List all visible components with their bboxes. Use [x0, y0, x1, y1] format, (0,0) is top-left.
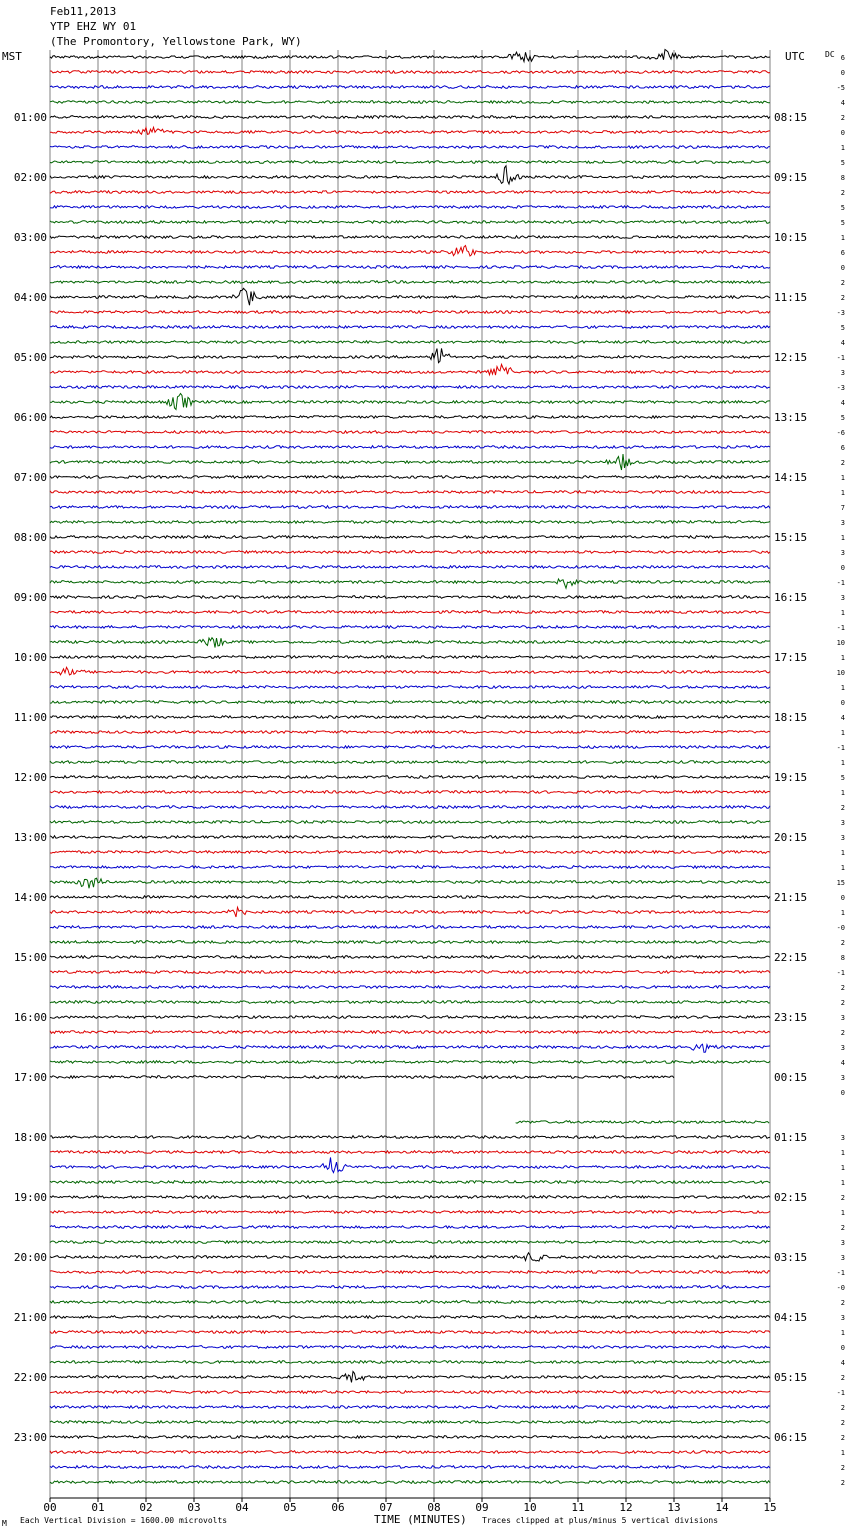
right-hour-label: 17:15 [774, 651, 808, 664]
right-hour-label: 02:15 [774, 1191, 808, 1204]
right-hour-label: 09:15 [774, 171, 808, 184]
right-hour-label: 22:15 [774, 951, 808, 964]
dc-offset-value: 1 [840, 654, 845, 662]
dc-offset-value: 8 [840, 174, 845, 182]
trace-row-50 [50, 806, 770, 809]
left-hour-label: 20:00 [13, 1251, 47, 1264]
trace-row-3 [50, 101, 770, 104]
dc-offset-value: 3 [840, 1314, 845, 1322]
dc-offset-value: -5 [836, 84, 845, 92]
x-tick-label: 08 [427, 1501, 441, 1514]
dc-offset-value: 4 [840, 714, 845, 722]
trace-row-79 [50, 1241, 770, 1244]
dc-offset-value: 1 [840, 144, 845, 152]
dc-offset-value: 3 [840, 1044, 845, 1052]
x-tick-label: 05 [283, 1501, 297, 1514]
trace-row-26 [50, 446, 770, 449]
dc-offset-value: 0 [840, 129, 845, 137]
trace-row-1 [50, 71, 770, 74]
right-hour-label: 18:15 [774, 711, 808, 724]
trace-row-5 [50, 127, 770, 134]
trace-row-19 [50, 341, 770, 344]
left-hour-label: 02:00 [13, 171, 47, 184]
dc-offset-value: 2 [840, 939, 845, 947]
dc-offset-value: -1 [836, 1389, 845, 1397]
trace-row-92 [50, 1436, 770, 1439]
trace-row-12 [50, 236, 770, 239]
trace-row-84 [50, 1316, 770, 1319]
trace-row-9 [50, 191, 770, 194]
right-hour-label: 16:15 [774, 591, 808, 604]
dc-offset-value: 3 [840, 819, 845, 827]
trace-row-91 [50, 1421, 770, 1424]
trace-row-82 [50, 1286, 770, 1289]
trace-row-39 [50, 638, 770, 648]
trace-row-78 [50, 1226, 770, 1229]
trace-row-21 [50, 364, 770, 375]
left-hour-label: 01:00 [13, 111, 47, 124]
trace-row-44 [50, 716, 770, 719]
trace-row-74 [50, 1157, 770, 1172]
trace-row-23 [50, 394, 770, 410]
trace-row-64 [50, 1016, 770, 1019]
trace-row-14 [50, 266, 770, 269]
x-tick-label: 15 [763, 1501, 777, 1514]
x-tick-label: 12 [619, 1501, 633, 1514]
trace-row-28 [50, 476, 770, 479]
trace-row-43 [50, 701, 770, 704]
dc-offset-value: 0 [840, 1344, 845, 1352]
trace-row-55 [50, 878, 770, 888]
trace-row-37 [50, 611, 770, 614]
dc-offset-value: 1 [840, 729, 845, 737]
dc-offset-value: 5 [840, 159, 845, 167]
dc-offset-value: -1 [836, 624, 845, 632]
dc-offset-value: -1 [836, 579, 845, 587]
x-tick-label: 00 [43, 1501, 57, 1514]
dc-offset-value: 1 [840, 1149, 845, 1157]
chart-date: Feb11,2013 [50, 5, 117, 18]
x-tick-label: 13 [667, 1501, 681, 1514]
trace-row-62 [50, 986, 770, 989]
trace-row-20 [50, 348, 770, 362]
dc-offset-value: 5 [840, 414, 845, 422]
left-hour-label: 04:00 [13, 291, 47, 304]
trace-row-7 [50, 161, 770, 164]
dc-offset-value: -6 [836, 429, 845, 437]
trace-row-73 [50, 1151, 770, 1154]
dc-offset-value: 3 [840, 519, 845, 527]
trace-row-90 [50, 1406, 770, 1409]
dc-offset-value: 4 [840, 99, 845, 107]
dc-offset-value: 2 [840, 1464, 845, 1472]
dc-offset-value: 3 [840, 1074, 845, 1082]
right-hour-label: 01:15 [774, 1131, 808, 1144]
dc-offset-value: 3 [840, 594, 845, 602]
trace-row-42 [50, 686, 770, 689]
corner-mark: M [2, 1519, 7, 1528]
left-hour-label: 12:00 [13, 771, 47, 784]
dc-offset-value: 4 [840, 1059, 845, 1067]
left-hour-label: 06:00 [13, 411, 47, 424]
dc-offset-value: 4 [840, 339, 845, 347]
dc-offset-value: 3 [840, 549, 845, 557]
dc-offset-value: 2 [840, 294, 845, 302]
dc-offset-value: 5 [840, 324, 845, 332]
right-hour-label: 00:15 [774, 1071, 808, 1084]
trace-row-53 [50, 851, 770, 854]
trace-row-16 [50, 288, 770, 305]
x-tick-label: 03 [187, 1501, 201, 1514]
dc-offset-value: 15 [836, 879, 845, 887]
x-tick-label: 02 [139, 1501, 153, 1514]
dc-offset-value: 2 [840, 279, 845, 287]
dc-offset-value: 5 [840, 774, 845, 782]
trace-row-63 [50, 1001, 770, 1004]
dc-offset-value: -0 [836, 924, 845, 932]
right-hour-label: 14:15 [774, 471, 808, 484]
trace-row-11 [50, 221, 770, 224]
trace-row-86 [50, 1346, 770, 1349]
left-hour-label: 17:00 [13, 1071, 47, 1084]
x-axis-title: TIME (MINUTES) [374, 1513, 467, 1526]
left-hour-label: 08:00 [13, 531, 47, 544]
trace-row-60 [50, 956, 770, 959]
dc-offset-value: -1 [836, 969, 845, 977]
right-hour-label: 05:15 [774, 1371, 808, 1384]
trace-row-49 [50, 791, 770, 794]
dc-offset-value: 0 [840, 699, 845, 707]
dc-offset-value: 3 [840, 1254, 845, 1262]
dc-offset-value: -1 [836, 744, 845, 752]
dc-offset-value: 1 [840, 1449, 845, 1457]
x-tick-label: 10 [523, 1501, 537, 1514]
dc-column-label: DC [825, 50, 835, 59]
left-hour-label: 22:00 [13, 1371, 47, 1384]
dc-offset-value: 1 [840, 1209, 845, 1217]
trace-row-75 [50, 1181, 770, 1184]
x-tick-label: 14 [715, 1501, 729, 1514]
clip-note: Traces clipped at plus/minus 5 vertical divisions [482, 1516, 719, 1525]
left-timezone-label: MST [2, 50, 22, 63]
trace-row-66 [50, 1044, 770, 1052]
dc-offset-value: 1 [840, 609, 845, 617]
left-hour-label: 19:00 [13, 1191, 47, 1204]
right-hour-label: 15:15 [774, 531, 808, 544]
left-hour-label: 15:00 [13, 951, 47, 964]
dc-offset-value: 6 [840, 444, 845, 452]
dc-offset-value: 5 [840, 204, 845, 212]
dc-offset-value: 1 [840, 909, 845, 917]
trace-row-4 [50, 116, 770, 119]
trace-row-13 [50, 246, 770, 257]
x-tick-label: 04 [235, 1501, 249, 1514]
dc-offset-value: 6 [840, 249, 845, 257]
trace-row-52 [50, 836, 770, 839]
dc-offset-value: 2 [840, 1194, 845, 1202]
dc-offset-value: 3 [840, 1134, 845, 1142]
dc-offset-value: 1 [840, 234, 845, 242]
dc-offset-value: 2 [840, 984, 845, 992]
left-hour-label: 03:00 [13, 231, 47, 244]
dc-offset-value: 2 [840, 1404, 845, 1412]
right-hour-label: 19:15 [774, 771, 808, 784]
x-tick-label: 09 [475, 1501, 489, 1514]
trace-row-85 [50, 1331, 770, 1334]
trace-row-51 [50, 821, 770, 824]
dc-offset-value: 2 [840, 999, 845, 1007]
trace-row-68 [50, 1076, 674, 1079]
dc-offset-value: 0 [840, 564, 845, 572]
trace-row-22 [50, 386, 770, 389]
trace-row-59 [50, 941, 770, 944]
dc-offset-value: 8 [840, 954, 845, 962]
dc-offset-value: 2 [840, 1224, 845, 1232]
trace-row-80 [50, 1253, 770, 1261]
trace-row-83 [50, 1301, 770, 1304]
dc-offset-value: 0 [840, 69, 845, 77]
trace-row-35 [50, 579, 770, 588]
left-hour-label: 18:00 [13, 1131, 47, 1144]
dc-offset-value: 1 [840, 1164, 845, 1172]
dc-offset-value: -1 [836, 354, 845, 362]
trace-row-47 [50, 761, 770, 764]
dc-offset-value: 2 [840, 1299, 845, 1307]
trace-row-10 [50, 206, 770, 209]
trace-row-32 [50, 536, 770, 539]
dc-offset-value: 10 [836, 639, 845, 647]
dc-offset-value: 1 [840, 789, 845, 797]
dc-offset-value: 6 [840, 54, 845, 62]
trace-row-93 [50, 1451, 770, 1454]
dc-offset-value: 3 [840, 1239, 845, 1247]
left-hour-label: 13:00 [13, 831, 47, 844]
trace-row-76 [50, 1196, 770, 1199]
dc-offset-value: 2 [840, 459, 845, 467]
left-hour-label: 05:00 [13, 351, 47, 364]
trace-row-24 [50, 416, 770, 419]
dc-offset-value: 0 [840, 264, 845, 272]
right-hour-label: 08:15 [774, 111, 808, 124]
dc-offset-value: 2 [840, 189, 845, 197]
left-hour-label: 10:00 [13, 651, 47, 664]
trace-row-87 [50, 1361, 770, 1364]
dc-offset-value: 4 [840, 1359, 845, 1367]
trace-row-38 [50, 626, 770, 629]
dc-offset-value: 5 [840, 219, 845, 227]
dc-offset-value: 1 [840, 1329, 845, 1337]
dc-offset-value: 3 [840, 834, 845, 842]
dc-offset-value: 2 [840, 1479, 845, 1487]
trace-row-6 [50, 146, 770, 149]
x-tick-label: 11 [571, 1501, 585, 1514]
trace-row-65 [50, 1031, 770, 1034]
left-hour-label: 21:00 [13, 1311, 47, 1324]
dc-offset-value: 3 [840, 369, 845, 377]
dc-offset-value: -3 [836, 384, 845, 392]
dc-offset-value: 1 [840, 864, 845, 872]
trace-row-89 [50, 1391, 770, 1394]
trace-row-27 [50, 454, 770, 470]
trace-row-2 [50, 86, 770, 89]
trace-row-81 [50, 1271, 770, 1274]
dc-offset-value: 1 [840, 849, 845, 857]
trace-row-94 [50, 1466, 770, 1469]
trace-row-40 [50, 656, 770, 659]
dc-offset-value: 0 [840, 1089, 845, 1097]
trace-row-30 [50, 506, 770, 509]
right-hour-label: 20:15 [774, 831, 808, 844]
dc-offset-value: -1 [836, 1269, 845, 1277]
dc-offset-value: 1 [840, 474, 845, 482]
x-tick-label: 06 [331, 1501, 345, 1514]
right-hour-label: 06:15 [774, 1431, 808, 1444]
dc-offset-value: -3 [836, 309, 845, 317]
dc-offset-value: 2 [840, 1419, 845, 1427]
right-hour-label: 11:15 [774, 291, 808, 304]
dc-offset-value: 1 [840, 684, 845, 692]
right-hour-label: 12:15 [774, 351, 808, 364]
trace-row-18 [50, 326, 770, 329]
right-hour-label: 13:15 [774, 411, 808, 424]
trace-row-56 [50, 896, 770, 899]
dc-offset-value: -0 [836, 1284, 845, 1292]
left-hour-label: 07:00 [13, 471, 47, 484]
trace-row-33 [50, 551, 770, 554]
trace-row-71 [516, 1121, 770, 1124]
left-hour-label: 16:00 [13, 1011, 47, 1024]
trace-row-95 [50, 1481, 770, 1484]
left-hour-label: 11:00 [13, 711, 47, 724]
trace-row-72 [50, 1136, 770, 1139]
trace-row-88 [50, 1372, 770, 1383]
trace-row-61 [50, 971, 770, 974]
dc-offset-value: 1 [840, 759, 845, 767]
dc-offset-value: 2 [840, 804, 845, 812]
left-hour-label: 09:00 [13, 591, 47, 604]
trace-row-36 [50, 596, 770, 599]
dc-offset-value: 0 [840, 894, 845, 902]
trace-row-46 [50, 746, 770, 749]
trace-row-58 [50, 926, 770, 929]
dc-offset-value: 2 [840, 1029, 845, 1037]
right-hour-label: 23:15 [774, 1011, 808, 1024]
scale-note: Each Vertical Division = 1600.00 microvolts [20, 1516, 228, 1525]
left-hour-label: 23:00 [13, 1431, 47, 1444]
trace-row-54 [50, 866, 770, 869]
trace-row-45 [50, 731, 770, 734]
station-code: YTP EHZ WY 01 [50, 20, 137, 33]
trace-row-8 [50, 166, 770, 184]
trace-row-34 [50, 566, 770, 569]
dc-offset-value: 1 [840, 1179, 845, 1187]
dc-offset-value: 2 [840, 1434, 845, 1442]
trace-row-17 [50, 311, 770, 314]
right-hour-label: 03:15 [774, 1251, 808, 1264]
trace-row-25 [50, 431, 770, 434]
dc-offset-value: 1 [840, 534, 845, 542]
trace-row-0 [50, 50, 770, 62]
trace-row-57 [50, 907, 770, 917]
dc-offset-value: 2 [840, 1374, 845, 1382]
trace-row-77 [50, 1211, 770, 1214]
left-hour-label: 14:00 [13, 891, 47, 904]
dc-offset-value: 3 [840, 1014, 845, 1022]
trace-row-41 [50, 667, 770, 675]
station-location: (The Promontory, Yellowstone Park, WY) [50, 35, 302, 48]
right-hour-label: 04:15 [774, 1311, 808, 1324]
dc-offset-value: 2 [840, 114, 845, 122]
right-hour-label: 21:15 [774, 891, 808, 904]
dc-offset-value: 1 [840, 489, 845, 497]
dc-offset-value: 7 [840, 504, 845, 512]
x-tick-label: 07 [379, 1501, 393, 1514]
trace-row-31 [50, 521, 770, 524]
x-tick-label: 01 [91, 1501, 105, 1514]
dc-offset-value: 10 [836, 669, 845, 677]
trace-row-48 [50, 776, 770, 779]
dc-offset-value: 4 [840, 399, 845, 407]
right-timezone-label: UTC [785, 50, 805, 63]
trace-row-29 [50, 491, 770, 494]
right-hour-label: 10:15 [774, 231, 808, 244]
trace-row-15 [50, 281, 770, 284]
trace-row-67 [50, 1061, 770, 1064]
